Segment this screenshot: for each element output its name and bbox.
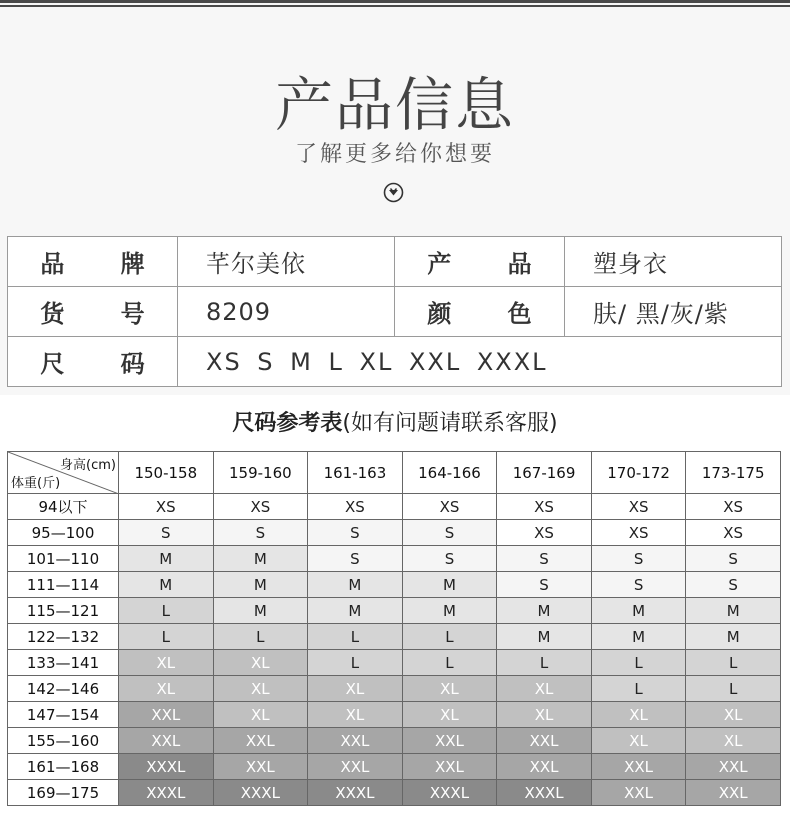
size-cell: XL: [213, 702, 308, 728]
table-row: [8, 728, 781, 754]
size-cell: XL: [402, 676, 497, 702]
size-cell: XXXL: [119, 754, 214, 780]
size-cell: M: [497, 598, 592, 624]
table-row: [8, 520, 781, 546]
height-range-header: 173-175: [686, 452, 781, 494]
size-cell: XXL: [497, 728, 592, 754]
weight-range-cell: 122—132: [8, 624, 119, 650]
height-range-header: 170-172: [591, 452, 686, 494]
weight-range-cell: 115—121: [8, 598, 119, 624]
weight-range-cell: 142—146: [8, 676, 119, 702]
size-cell: XXXL: [497, 780, 592, 806]
size-cell: L: [213, 624, 308, 650]
page-title: 产品信息: [274, 71, 515, 139]
size-cell: L: [686, 676, 781, 702]
size-cell: M: [497, 624, 592, 650]
size-cell: S: [308, 520, 403, 546]
size-cell: L: [308, 650, 403, 676]
sku-value: 8209: [178, 287, 395, 337]
brand-value: 芊尔美依: [178, 237, 395, 287]
size-cell: XXXL: [119, 780, 214, 806]
size-cell: XL: [497, 676, 592, 702]
size-cell: XXL: [308, 754, 403, 780]
size-cell: L: [119, 598, 214, 624]
size-cell: S: [591, 546, 686, 572]
weight-range-cell: 161—168: [8, 754, 119, 780]
size-cell: XXL: [119, 702, 214, 728]
size-cell: L: [591, 676, 686, 702]
size-cell: M: [213, 572, 308, 598]
size-cell: S: [497, 572, 592, 598]
weight-range-cell: 133—141: [8, 650, 119, 676]
size-cell: XXXL: [402, 780, 497, 806]
size-cell: M: [402, 572, 497, 598]
size-chart-title-note: (如有问题请联系客服): [342, 411, 558, 436]
size-cell: XXL: [497, 754, 592, 780]
chevron-down-circle-icon: [383, 182, 404, 203]
corner-height-label: 身高(cm): [60, 458, 116, 473]
size-cell: XXL: [213, 728, 308, 754]
size-cell: S: [213, 520, 308, 546]
weight-range-cell: 94以下: [8, 494, 119, 520]
size-cell: XXL: [591, 754, 686, 780]
product-value: 塑身衣: [565, 237, 782, 287]
size-cell: XXXL: [213, 780, 308, 806]
size-cell: XL: [686, 728, 781, 754]
color-value: 肤/ 黑/灰/紫: [565, 287, 782, 337]
weight-range-cell: 169—175: [8, 780, 119, 806]
size-value: XS S M L XL XXL XXXL: [178, 337, 782, 387]
corner-weight-label: 体重(斤): [11, 476, 61, 491]
size-cell: M: [402, 598, 497, 624]
size-cell: XL: [213, 650, 308, 676]
size-cell: XL: [686, 702, 781, 728]
size-cell: L: [402, 650, 497, 676]
size-cell: L: [119, 624, 214, 650]
size-cell: XS: [591, 520, 686, 546]
table-row: [8, 780, 781, 806]
size-cell: XXL: [119, 728, 214, 754]
size-cell: S: [402, 546, 497, 572]
weight-range-cell: 155—160: [8, 728, 119, 754]
size-cell: XL: [213, 676, 308, 702]
size-cell: XS: [686, 520, 781, 546]
size-cell: XS: [213, 494, 308, 520]
size-cell: XL: [591, 702, 686, 728]
size-chart-corner: [8, 452, 119, 494]
size-cell: XXXL: [308, 780, 403, 806]
size-cell: L: [402, 624, 497, 650]
sku-label: 货 号: [8, 287, 178, 337]
size-cell: XL: [402, 702, 497, 728]
size-cell: XL: [308, 676, 403, 702]
size-cell: XS: [119, 494, 214, 520]
height-range-header: 159-160: [213, 452, 308, 494]
info-row-brand: [8, 237, 782, 287]
size-cell: XS: [686, 494, 781, 520]
size-cell: XXL: [402, 728, 497, 754]
size-cell: XL: [497, 702, 592, 728]
size-cell: XXL: [591, 780, 686, 806]
size-cell: XXL: [213, 754, 308, 780]
size-chart-body: [8, 494, 781, 806]
table-row: [8, 650, 781, 676]
size-cell: S: [686, 572, 781, 598]
weight-range-cell: 101—110: [8, 546, 119, 572]
size-cell: S: [308, 546, 403, 572]
info-row-sku: [8, 287, 782, 337]
size-chart-title-main: 尺码参考表: [232, 411, 343, 436]
brand-label: 品 牌: [8, 237, 178, 287]
size-cell: M: [213, 546, 308, 572]
size-cell: M: [308, 572, 403, 598]
product-label: 产 品: [395, 237, 565, 287]
weight-range-cell: 147—154: [8, 702, 119, 728]
product-info-table: [7, 236, 782, 387]
table-row: [8, 702, 781, 728]
table-row: [8, 494, 781, 520]
color-label: 颜 色: [395, 287, 565, 337]
table-row: [8, 546, 781, 572]
size-cell: XS: [497, 520, 592, 546]
height-range-header: 167-169: [497, 452, 592, 494]
size-cell: M: [591, 624, 686, 650]
table-row: [8, 676, 781, 702]
size-cell: S: [591, 572, 686, 598]
size-cell: M: [686, 624, 781, 650]
size-cell: XS: [402, 494, 497, 520]
size-cell: S: [497, 546, 592, 572]
top-divider: [0, 0, 790, 3]
weight-range-cell: 111—114: [8, 572, 119, 598]
table-row: [8, 572, 781, 598]
size-cell: M: [686, 598, 781, 624]
size-cell: M: [308, 598, 403, 624]
height-range-header: 164-166: [402, 452, 497, 494]
size-cell: XXL: [308, 728, 403, 754]
size-label: 尺 码: [8, 337, 178, 387]
size-cell: XS: [591, 494, 686, 520]
size-chart-title: [0, 406, 790, 437]
size-cell: XXL: [686, 780, 781, 806]
size-cell: S: [402, 520, 497, 546]
size-cell: S: [686, 546, 781, 572]
info-row-size: [8, 337, 782, 387]
size-cell: XXL: [686, 754, 781, 780]
size-cell: L: [591, 650, 686, 676]
table-row: [8, 624, 781, 650]
height-range-header: 150-158: [119, 452, 214, 494]
size-cell: XXL: [402, 754, 497, 780]
page-subtitle: 了解更多给你想要: [294, 142, 495, 167]
size-cell: L: [686, 650, 781, 676]
height-range-header: 161-163: [308, 452, 403, 494]
size-cell: XL: [591, 728, 686, 754]
size-cell: L: [497, 650, 592, 676]
size-cell: S: [119, 520, 214, 546]
size-cell: XL: [119, 676, 214, 702]
table-row: [8, 598, 781, 624]
size-chart-table: [7, 451, 781, 806]
size-cell: XS: [497, 494, 592, 520]
top-divider-secondary: [0, 5, 790, 7]
size-cell: M: [213, 598, 308, 624]
size-cell: M: [591, 598, 686, 624]
size-cell: M: [119, 572, 214, 598]
size-cell: XL: [308, 702, 403, 728]
size-cell: L: [308, 624, 403, 650]
size-chart-header-row: [8, 452, 781, 494]
size-cell: M: [119, 546, 214, 572]
table-row: [8, 754, 781, 780]
weight-range-cell: 95—100: [8, 520, 119, 546]
size-cell: XL: [119, 650, 214, 676]
size-cell: XS: [308, 494, 403, 520]
